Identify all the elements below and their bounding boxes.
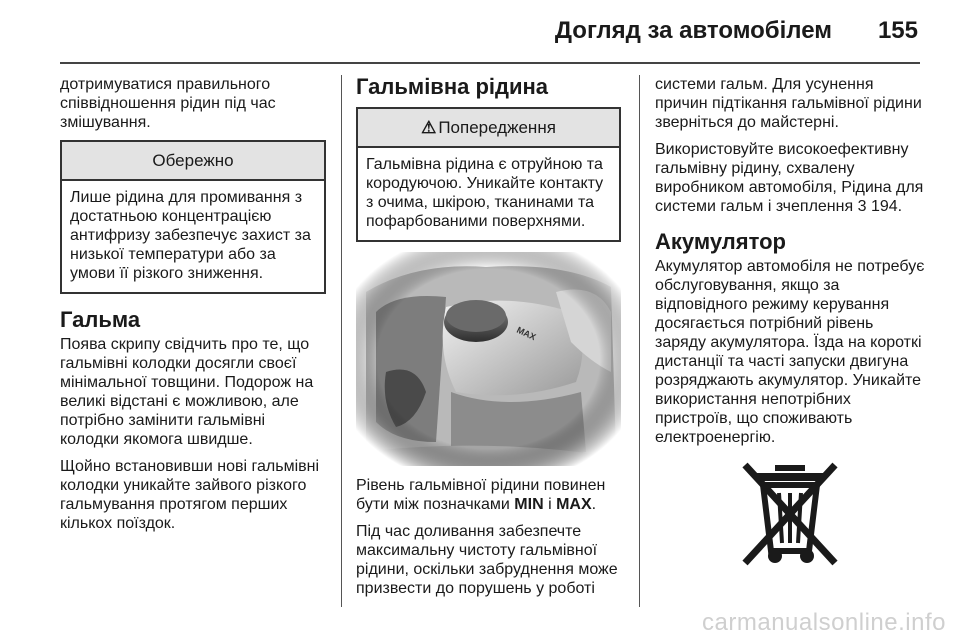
brakes-heading: Гальма: [60, 307, 141, 332]
warning-title-row: [358, 109, 619, 148]
brake-fluid-spec-paragraph: [655, 140, 925, 216]
battery-heading: Акумулятор: [655, 229, 786, 254]
warning-title: Попередження: [438, 118, 556, 137]
caution-text: Лише рідина для промивання з достатньою концентрацією антифризу забезпечує захист за низької температури або за умови її різкого зниження.: [70, 189, 311, 282]
brakes-paragraph-2: Щойно встановивши нові гальмівні колодки уникайте зайвого різкого гальмування протягом перших кількох поїздок.: [60, 458, 320, 532]
page-ref-icon: 3: [857, 198, 867, 215]
spec-text: Використовуйте високоефективну гальмівну рідину, схвалену виробником автомобіля, Рідина для системи гальм і зчеплення: [655, 141, 924, 215]
page-ref-link[interactable]: 194.: [870, 198, 903, 215]
column-left: [60, 75, 326, 541]
brake-system-paragraph: системи гальм. Для усунення причин підтікання гальмівної рідини зверніться до майстерні.: [655, 76, 922, 131]
topping-up-paragraph: Під час доливання забезпечте максимальну чистоту гальмівної рідини, оскільки забруднення може призвести до порушень у роботі: [356, 523, 618, 597]
caution-title: Обережно: [62, 142, 324, 181]
max-mark: MAX: [556, 496, 592, 513]
warning-box: [356, 107, 621, 242]
intro-paragraph: дотримуватися правильного співвідношення рідин під час змішування.: [60, 76, 276, 131]
column-divider-right: [639, 75, 640, 607]
brake-fluid-reservoir-image: [356, 252, 621, 466]
column-middle: [356, 75, 621, 606]
header-divider: [60, 62, 920, 64]
fluid-level-text: Рівень гальмівної рідини повинен бути між позначками: [356, 477, 606, 513]
min-mark: MIN: [514, 496, 544, 513]
battery-paragraph: Акумулятор автомобіля не потребує обслуговування, якщо за відповідного режиму керування досягається потрібний рівень заряду акумулятора. Їзда на короткі дистанції та часті запуски двигуна розряджають акумулятор. Уникайте використання непотрібних пристроїв, що споживають електроенергію.: [655, 258, 925, 446]
column-divider-left: [341, 75, 342, 607]
fluid-level-paragraph: [356, 476, 621, 514]
warning-text: Гальмівна рідина є отруйною та кородуючою. Уникайте контакту з очима, шкірою, тканинами та пофарбованими поверхнями.: [366, 156, 604, 230]
page-number: 155: [877, 17, 918, 44]
page-title: Догляд за автомобілем: [554, 17, 832, 44]
and-text: і: [543, 496, 557, 513]
period-text: .: [591, 496, 597, 513]
crossed-bin-icon: [735, 459, 845, 569]
brake-fluid-heading: Гальмівна рідина: [356, 74, 549, 99]
warning-triangle-icon: ⚠: [421, 118, 437, 137]
page-header: [60, 0, 920, 60]
caution-box: [60, 140, 326, 294]
brakes-paragraph-1: Поява скрипу свідчить про те, що гальмівні колодки досягли своєї мінімальної товщини. Подорож на великі відстані є можливою, але потрібно замінити гальмівні колодки якомога швидше.: [60, 336, 314, 448]
watermark: carmanualsonline.info: [702, 609, 946, 636]
column-right: [655, 75, 925, 569]
